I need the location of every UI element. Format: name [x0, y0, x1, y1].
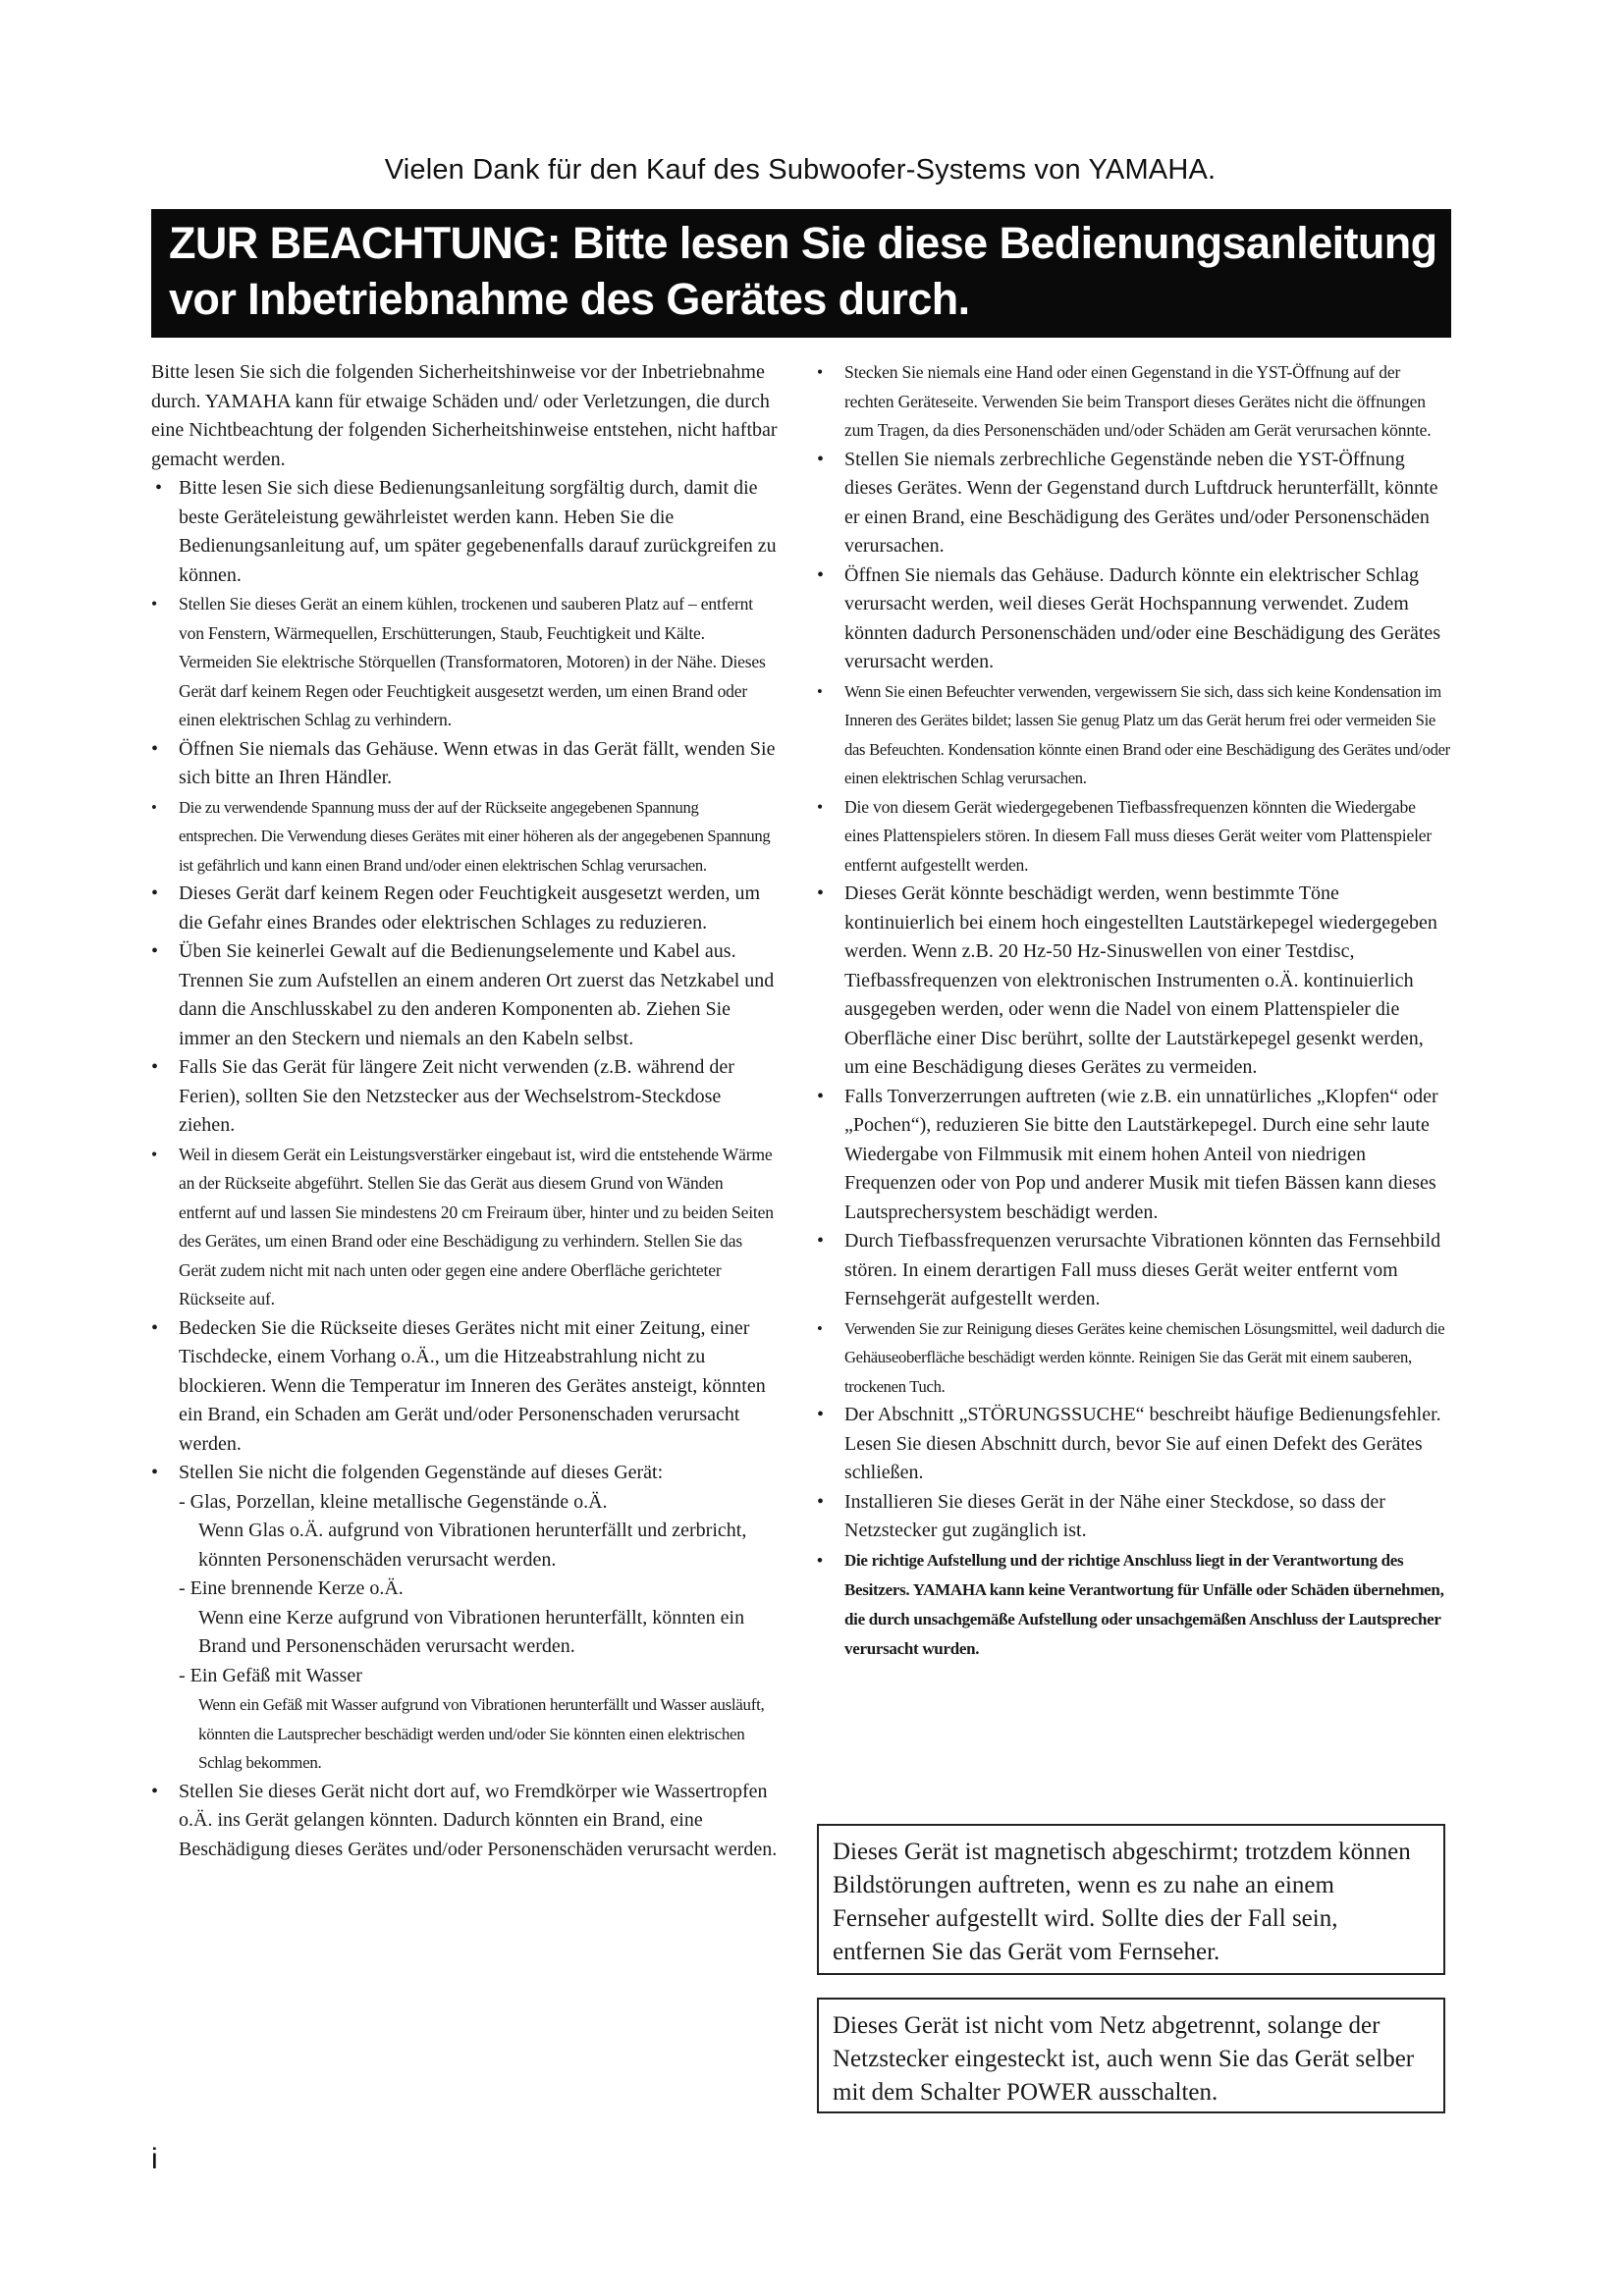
list-item: • Falls Tonverzerrungen auftreten (wie z.B. ein unnatürliches „Klopfen“ oder „Pochen“), reduzieren Sie bitte den Lautstärkepegel. Durch eine sehr laute Wiedergabe von Filmmusik mit einem hohen Anteil von niedrigen Frequenzen oder von Pop und anderer Musik mit tiefen Bässen kann dieses Lautsprechersystem beschädigt werden. [817, 1083, 1451, 1228]
sublist-item-desc: Wenn ein Gefäß mit Wasser aufgrund von Vibrationen herunterfällt und Wasser ausläuft, könnten die Lautsprecher beschädigt werden und/oder Sie könnten einen elektrischen Schlag bekommen. [198, 1695, 765, 1772]
list-item: • Dieses Gerät könnte beschädigt werden, wenn bestimmte Töne kontinuierlich bei einem hoch eingestellten Lautstärkepegel wiedergegeben werden. Wenn z.B. 20 Hz-50 Hz-Sinuswellen von einer Testdisc, Tiefbassfrequenzen von elektronischen Instrumenten o.Ä. kontinuierlich ausgegeben werden, oder wenn die Nadel von einem Plattenspieler die Oberfläche einer Disc berührt, sollte der Lautstärkepegel gesenkt werden, um eine Beschädigung dieses Gerätes zu vermeiden. [817, 880, 1451, 1083]
sublist-item-title: - Ein Gefäß mit Wasser [179, 1664, 362, 1686]
list-item: • Die zu verwendende Spannung muss der auf der Rückseite angegebenen Spannung entsprechen. Die Verwendung dieses Gerätes mit einer höheren als der angegebenen Spannung ist gefährlich und kann einen Brand und/oder einen elektrischen Schlag verursachen. [151, 793, 778, 881]
list-item: • Öffnen Sie niemals das Gehäuse. Wenn etwas in das Gerät fällt, wenden Sie sich bitte an Ihren Händler. [151, 735, 778, 793]
list-item: • Stellen Sie niemals zerbrechliche Gegenstände neben die YST-Öffnung dieses Gerätes. Wenn der Gegenstand durch Luftdruck herunterfällt, könnte er einen Brand, eine Beschädigung des Gerätes und/oder Personenschäden verursachen. [817, 446, 1451, 561]
list-item: • Installieren Sie dieses Gerät in der Nähe einer Steckdose, so dass der Netzstecker gut zugänglich ist. [817, 1488, 1451, 1546]
list-item: • Dieses Gerät darf keinem Regen oder Feuchtigkeit ausgesetzt werden, um die Gefahr eines Brandes oder elektrischen Schlages zu reduzieren. [151, 880, 778, 937]
list-item-text: Stellen Sie nicht die folgenden Gegenstände auf dieses Gerät: [179, 1462, 664, 1483]
list-item: • Durch Tiefbassfrequenzen verursachte Vibrationen könnten das Fernsehbild stören. In einem derartigen Fall muss dieses Gerät weiter entfernt vom Fernsehgerät aufgestellt werden. [817, 1227, 1451, 1314]
list-item: • Stellen Sie dieses Gerät nicht dort auf, wo Fremdkörper wie Wassertropfen o.Ä. ins Gerät gelangen könnten. Dadurch könnten ein Brand, eine Beschädigung dieses Gerätes und/oder Personenschäden verursacht werden. [151, 1778, 778, 1865]
list-item: • Der Abschnitt „STÖRUNGSSUCHE“ beschreibt häufige Bedienungsfehler. Lesen Sie diesen Abschnitt durch, bevor Sie auf einen Defekt des Gerätes schließen. [817, 1401, 1451, 1488]
sublist-item-desc: Wenn Glas o.Ä. aufgrund von Vibrationen herunterfällt und zerbricht, könnten Personenschäden verursacht werden. [198, 1520, 747, 1571]
sublist-item [179, 1488, 778, 1575]
power-disconnect-notice: Dieses Gerät ist nicht vom Netz abgetrennt, solange der Netzstecker eingesteckt ist, auch wenn Sie das Gerät selber mit dem Schalter POWER ausschalten. [817, 1998, 1445, 2113]
list-item: • Stecken Sie niemals eine Hand oder einen Gegenstand in die YST-Öffnung auf der rechten Geräteseite. Verwenden Sie beim Transport dieses Gerätes nicht die öffnungen zum Tragen, da dies Personenschäden und/oder Schäden am Gerät verursachen könnte. [817, 358, 1451, 446]
banner-line-2: vor Inbetriebnahme des Gerätes durch. [169, 274, 970, 324]
safety-list-left [151, 474, 778, 1864]
attention-banner [151, 209, 1451, 338]
sublist-item-desc: Wenn eine Kerze aufgrund von Vibrationen herunterfällt, könnten ein Brand und Personenschäden verursacht werden. [198, 1606, 745, 1657]
sublist-item-title: - Eine brennende Kerze o.Ä. [179, 1577, 404, 1599]
list-item: • Bitte lesen Sie sich diese Bedienungsanleitung sorgfältig durch, damit die beste Geräteleistung gewährleistet werden kann. Heben Sie die Bedienungsanleitung auf, um später gegebenenfalls darauf zurückgreifen zu können. [151, 474, 778, 590]
list-item-responsibility: • Die richtige Aufstellung und der richtige Anschluss liegt in der Verantwortung des Besitzers. YAMAHA kann keine Verantwortung für Unfälle oder Schäden übernehmen, die durch unsachgemäße Aufstellung oder unsachgemäßen Anschluss der Lautsprecher verursacht wurden. [817, 1546, 1451, 1664]
list-item: • Üben Sie keinerlei Gewalt auf die Bedienungselemente und Kabel aus. Trennen Sie zum Aufstellen an einem anderen Ort zuerst das Netzkabel und dann die Anschlusskabel zu den anderen Komponenten ab. Ziehen Sie immer an den Steckern und niemals an den Kabeln selbst. [151, 937, 778, 1053]
magnetic-shield-notice: Dieses Gerät ist magnetisch abgeschirmt; trotzdem können Bildstörungen auftreten, wenn es zu nahe an einem Fernseher aufgestellt wird. Sollte dies der Fall sein, entfernen Sie das Gerät vom Fernseher. [817, 1824, 1445, 1975]
thank-you-line: Vielen Dank für den Kauf des Subwoofer-Systems von YAMAHA. [384, 154, 1217, 186]
right-column [817, 358, 1451, 1664]
left-column [151, 358, 778, 1864]
sublist-item-title: - Glas, Porzellan, kleine metallische Gegenstände o.Ä. [179, 1490, 608, 1513]
page-number: i [151, 2143, 158, 2175]
object-sublist [179, 1488, 778, 1778]
list-item: • Stellen Sie dieses Gerät an einem kühlen, trockenen und sauberen Platz auf – entfernt von Fenstern, Wärmequellen, Erschütterungen, Staub, Feuchtigkeit und Kälte. Vermeiden Sie elektrische Störquellen (Transformatoren, Motoren) in der Nähe. Dieses Gerät darf keinem Regen oder Feuchtigkeit ausgesetzt werden, um einen Brand oder einen elektrischen Schlag zu verhindern. [151, 590, 778, 735]
list-item [151, 1459, 778, 1778]
sublist-item [179, 1575, 778, 1662]
list-item: • Bedecken Sie die Rückseite dieses Gerätes nicht mit einer Zeitung, einer Tischdecke, einem Vorhang o.Ä., um die Hitzeabstrahlung nicht zu blockieren. Wenn die Temperatur im Inneren des Gerätes ansteigt, könnten ein Brand, ein Schaden am Gerät und/oder Personenschaden verursacht werden. [151, 1314, 778, 1460]
intro-paragraph: Bitte lesen Sie sich die folgenden Sicherheitshinweise vor der Inbetriebnahme durch. YAMAHA kann für etwaige Schäden und/ oder Verletzungen, die durch eine Nichtbeachtung der folgenden Sicherheitshinweise entstehen, nicht haftbar gemacht werden. [151, 361, 778, 470]
sublist-item [179, 1662, 778, 1778]
list-item: • Öffnen Sie niemals das Gehäuse. Dadurch könnte ein elektrischer Schlag verursacht werden, weil dieses Gerät Hochspannung verwendet. Zudem könnten dadurch Personenschäden und/oder eine Beschädigung des Gerätes verursacht werden. [817, 561, 1451, 677]
list-item: • Verwenden Sie zur Reinigung dieses Gerätes keine chemischen Lösungsmittel, weil dadurch die Gehäuseoberfläche beschädigt werden könnte. Reinigen Sie das Gerät mit einem sauberen, trockenen Tuch. [817, 1314, 1451, 1402]
list-item: • Wenn Sie einen Befeuchter verwenden, vergewissern Sie sich, dass sich keine Kondensation im Inneren des Gerätes bildet; lassen Sie genug Platz um das Gerät herum frei oder vermeiden Sie das Befeuchten. Kondensation könnte einen Brand oder eine Beschädigung des Gerätes und/oder einen elektrischen Schlag verursachen. [817, 677, 1451, 793]
safety-list-right [817, 358, 1451, 1664]
banner-line-1: ZUR BEACHTUNG: Bitte lesen Sie diese Bedienungsanleitung [169, 218, 1437, 268]
list-item: • Weil in diesem Gerät ein Leistungsverstärker eingebaut ist, wird die entstehende Wärme an der Rückseite abgeführt. Stellen Sie das Gerät aus diesem Grund von Wänden entfernt auf und lassen Sie mindestens 20 cm Freiraum über, hinter und zu beiden Seiten des Gerätes, um einen Brand oder eine Beschädigung zu verhindern. Stellen Sie das Gerät zudem nicht mit nach unten oder gegen eine andere Oberfläche gerichteter Rückseite auf. [151, 1141, 778, 1314]
list-item: • Die von diesem Gerät wiedergegebenen Tiefbassfrequenzen könnten die Wiedergabe eines Plattenspielers stören. In diesem Fall muss dieses Gerät weiter vom Plattenspieler entfernt aufgestellt werden. [817, 793, 1451, 881]
list-item: • Falls Sie das Gerät für längere Zeit nicht verwenden (z.B. während der Ferien), sollten Sie den Netzstecker aus der Wechselstrom-Steckdose ziehen. [151, 1053, 778, 1141]
